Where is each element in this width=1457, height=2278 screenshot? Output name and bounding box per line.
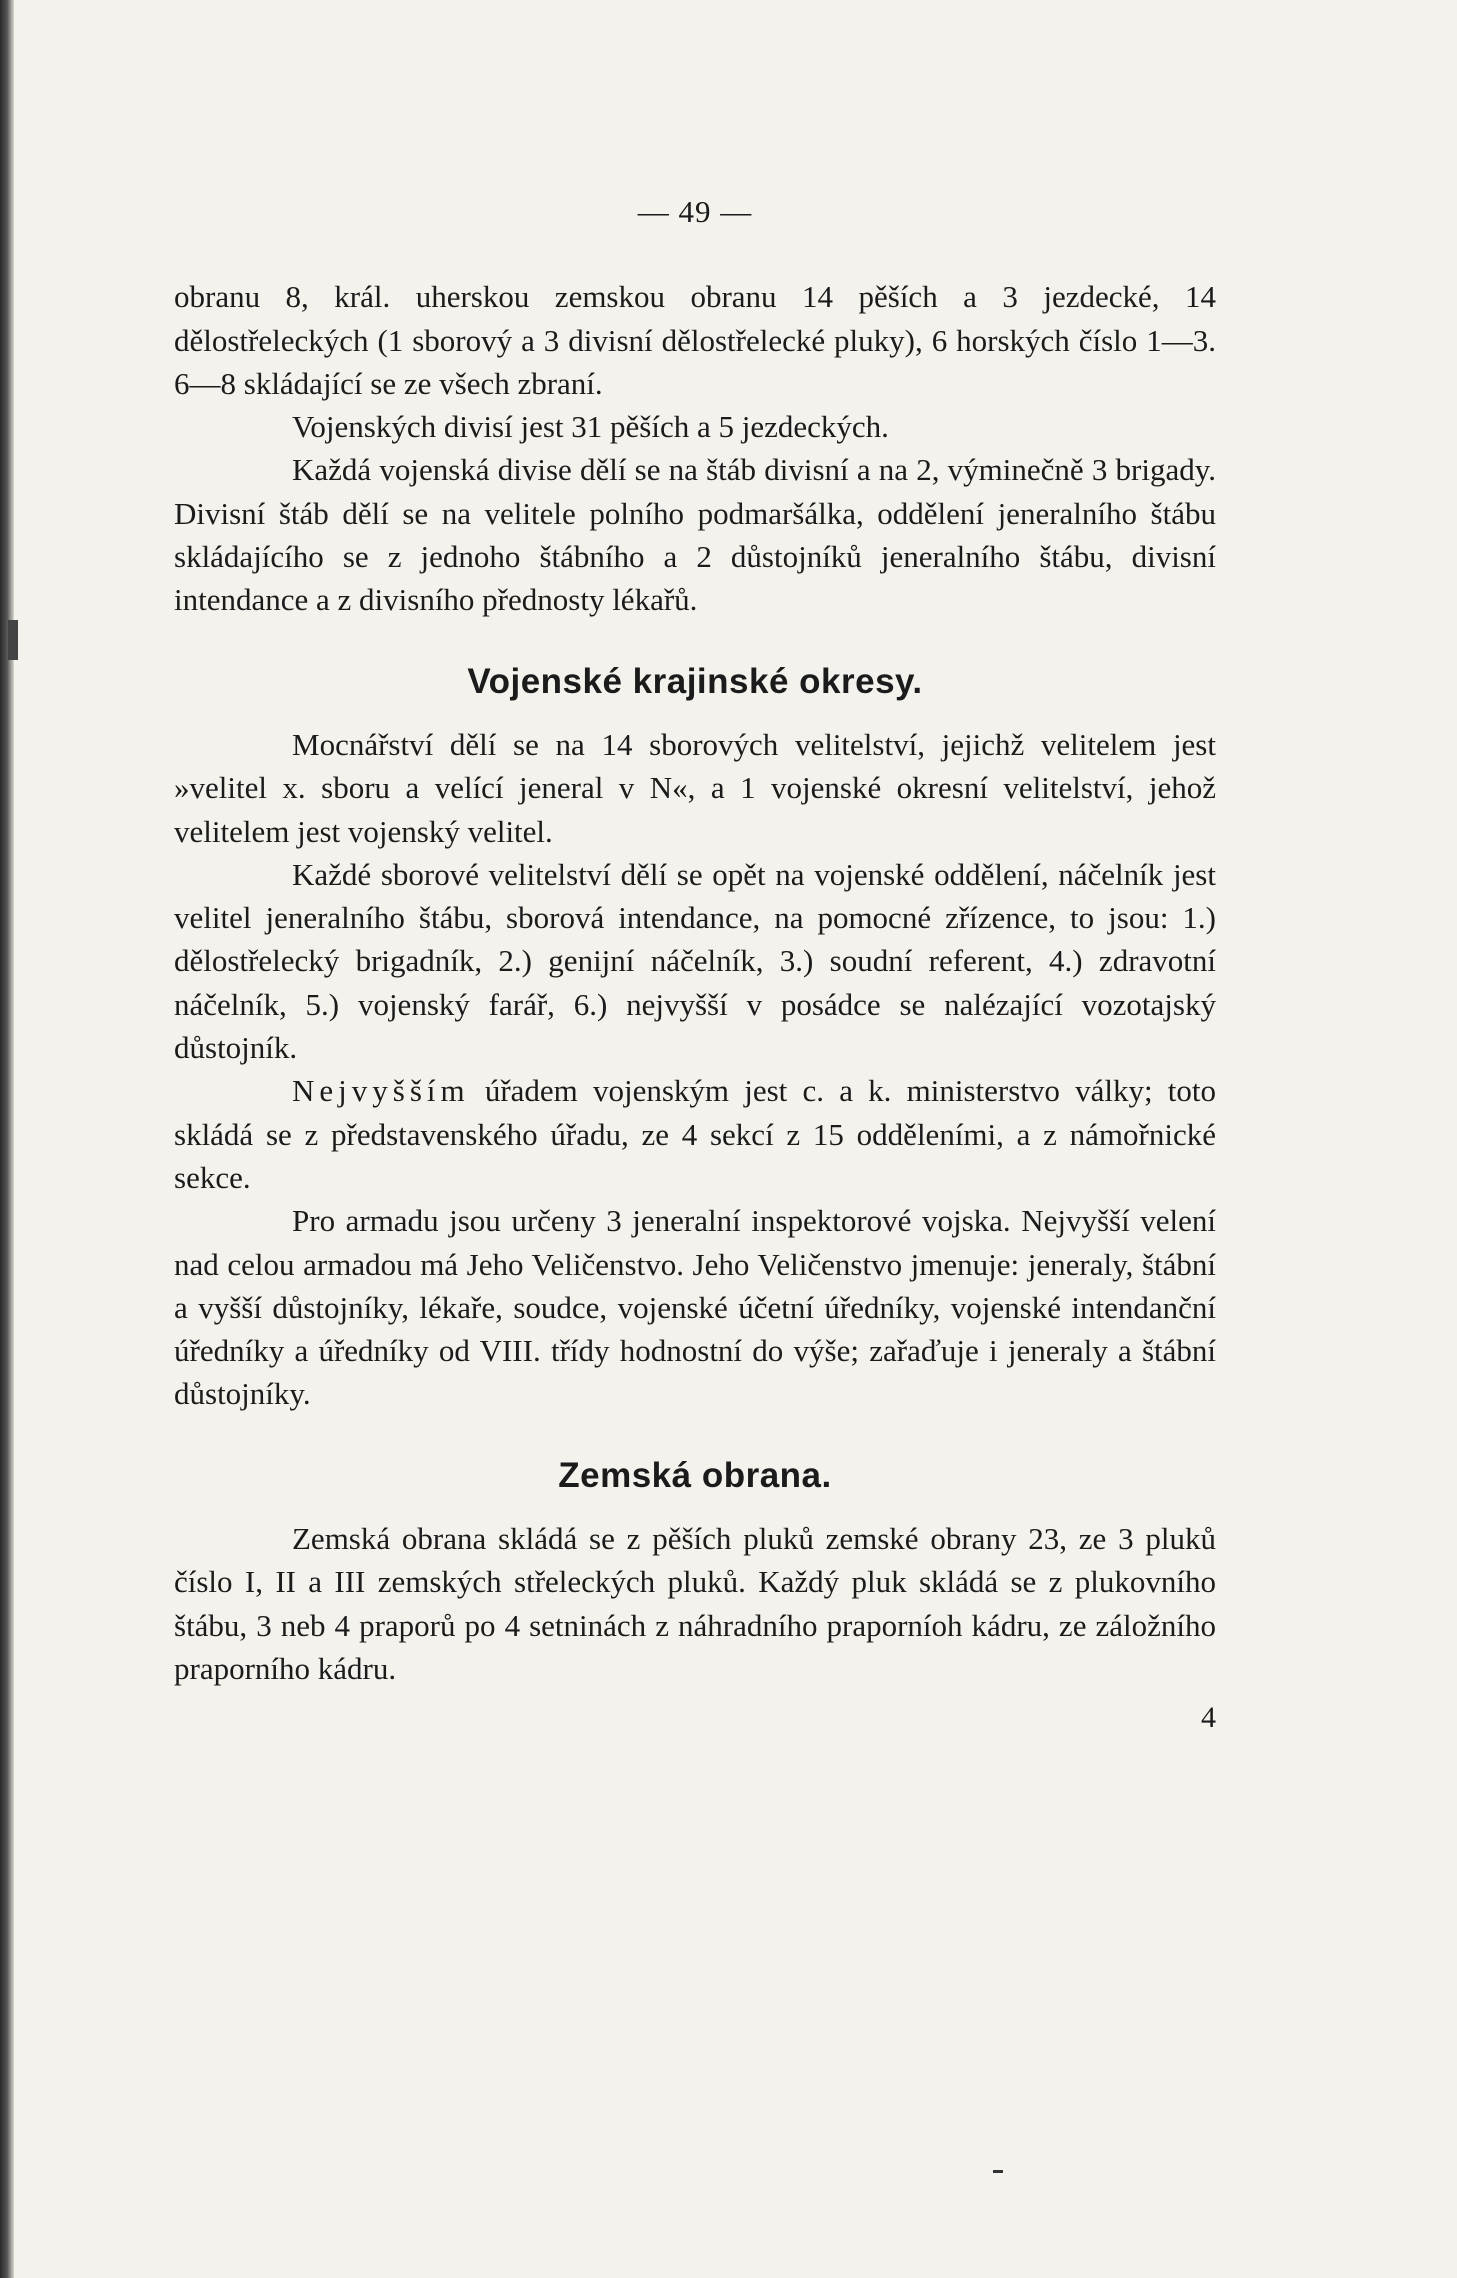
book-page — [174, 190, 1216, 1735]
page-number: — 49 — — [637, 194, 753, 229]
paragraph-corps-departments: Každé sborové velitelství dělí se opět na vojenské oddělení, náčelník jest velitel jeneralního štábu, sborová intendance, na pomocné zřízence, to jsou: 1.) dělostřelecký brigadník, 2.) genijní náčelník, 3.) soudní referent, 4.) zdravotní náčelník, 5.) vojenský farář, 6.) nejvyšší v posádce se nalézající vozotajský důstojník. — [174, 856, 1216, 1066]
binding-mark — [8, 620, 18, 660]
section-heading-landwehr: Zemská obrana. — [558, 1455, 832, 1495]
paragraph-continued: obranu 8, král. uherskou zemskou obranu 14 pěších a 3 jezdecké, 14 dělostřeleckých (1 sborový a 3 divisní dělostřelecké pluky), 6 horských číslo 1—3. 6—8 skládající se ze všech zbraní. — [174, 279, 1216, 401]
signature-mark: 4 — [1201, 1701, 1216, 1735]
emphasized-word: Nejvyšším — [292, 1073, 470, 1109]
section-heading-military-districts: Vojenské krajinské okresy. — [467, 661, 923, 701]
paragraph-inspectors: Pro armadu jsou určeny 3 jeneralní inspektorové vojska. Nejvyšší velení nad celou armadou má Jeho Veličenstvo. Jeho Veličenstvo jmenuje: jeneraly, štábní a vyšší důstojníky, lékaře, soudce, vojenské účetní úředníky, vojenské intendanční úředníky a úředníky od VIII. třídy hodnostní do výše; zařaďuje i jeneraly a štábní důstojníky. — [174, 1203, 1216, 1412]
paragraph-division-staff: Každá vojenská divise dělí se na štáb divisní a na 2, výminečně 3 brigady. Divisní štáb dělí se na velitele polního podmaršálka, oddělení jeneralního štábu skládajícího se z jednoho štábního a 2 důstojníků jeneralního štábu, divisní intendance a z divisního přednosty lékařů. — [174, 452, 1216, 618]
print-mark — [993, 2170, 1003, 2173]
paragraph-corps-commands: Mocnářství dělí se na 14 sborových velitelství, jejichž velitelem jest »velitel x. sboru a velící jeneral v N«, a 1 vojenské okresní velitelství, jehož velitelem jest vojenský velitel. — [174, 726, 1216, 849]
paragraph-landwehr: Zemská obrana skládá se z pěších pluků zemské obrany 23, ze 3 pluků číslo I, II a III zemských střeleckých pluků. Každý pluk skládá se z plukovního štábu, 3 neb 4 praporů po 4 setninách z náhradního praporníoh kádru, ze záložního praporního kádru. — [174, 1521, 1216, 1686]
book-spine-edge — [0, 0, 14, 2278]
paragraph-ministry-text: úřadem vojenským jest c. a k. ministerstvo války; toto skládá se z představenského úřadu, ze 4 sekcí z 15 odděleními, a z námořnické sekce. — [174, 1073, 1216, 1195]
paragraph-divisions: Vojenských divisí jest 31 pěších a 5 jezdeckých. — [292, 409, 889, 445]
paragraph-ministry — [174, 1069, 1216, 1199]
